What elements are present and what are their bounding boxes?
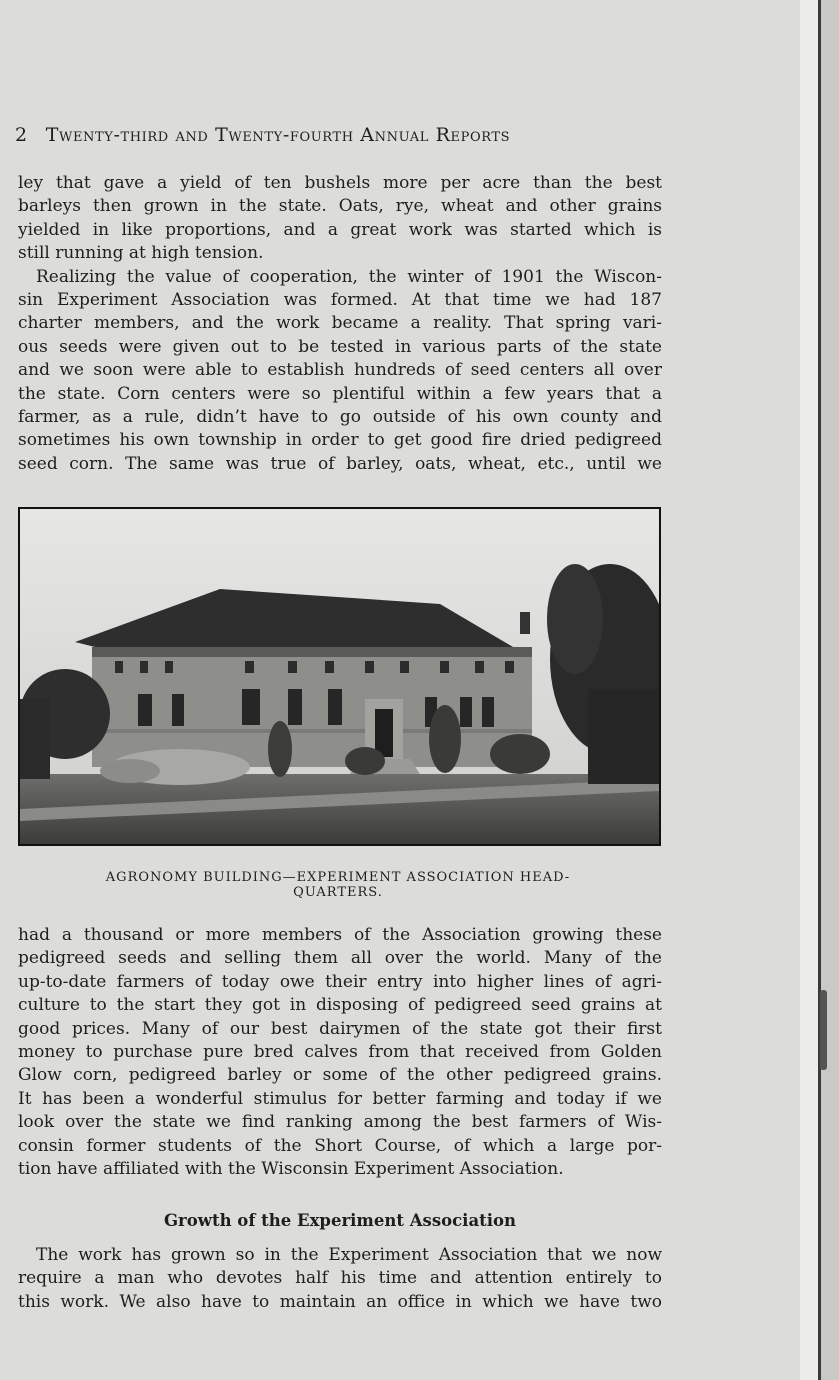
next-page-edge bbox=[821, 0, 839, 1380]
text-line: look over the state we find ranking among the best farmers of Wis- bbox=[18, 1112, 662, 1133]
text-line: require a man who devotes half his time and attention entirely to bbox=[18, 1268, 662, 1289]
text-line: consin former students of the Short Course, of which a large por- bbox=[18, 1135, 662, 1156]
page-tab-mark bbox=[820, 990, 827, 1070]
text-line: The work has grown so in the Experiment Association that we now bbox=[36, 1245, 662, 1265]
text-line: culture to the start they got in disposing of pedigreed seed grains at bbox=[18, 995, 662, 1016]
text-line: pedigreed seeds and selling them all over the world. Many of the bbox=[18, 948, 662, 969]
text-line: this work. We also have to maintain an office in which we have two bbox=[18, 1291, 662, 1312]
photo-caption bbox=[18, 870, 658, 900]
agronomy-building-photo bbox=[18, 507, 661, 846]
text-line: tion have affiliated with the Wisconsin Experiment Association. bbox=[18, 1159, 564, 1180]
text-line: and we soon were able to establish hundreds of seed centers all over bbox=[18, 360, 662, 381]
text-line: still running at high tension. bbox=[18, 243, 264, 264]
text-line: the state. Corn centers were so plentiful within a few years that a bbox=[18, 383, 662, 404]
middle-paragraph bbox=[18, 924, 662, 1181]
text-line: sometimes his own township in order to get good fire dried pedigreed bbox=[18, 430, 662, 451]
text-line: money to purchase pure bred calves from that received from Golden bbox=[18, 1042, 662, 1063]
text-line: charter members, and the work became a reality. That spring vari- bbox=[18, 313, 662, 334]
text-line: had a thousand or more members of the Association growing these bbox=[18, 925, 662, 945]
text-line: yielded in like proportions, and a great work was started which is bbox=[18, 219, 662, 240]
text-line: Glow corn, pedigreed barley or some of the other pedigreed grains. bbox=[18, 1065, 662, 1086]
report-title: Twenty-third and Twenty-fourth Annual Reports bbox=[45, 124, 511, 146]
page-edge bbox=[800, 0, 818, 1380]
caption-line: QUARTERS. bbox=[293, 885, 383, 900]
text-line: Realizing the value of cooperation, the winter of 1901 the Wiscon- bbox=[36, 266, 662, 287]
text-line: sin Experiment Association was formed. At that time we had 187 bbox=[18, 290, 662, 311]
bottom-paragraph bbox=[18, 1244, 662, 1314]
text-line: up-to-date farmers of today owe their entry into higher lines of agri- bbox=[18, 971, 662, 992]
caption-line: AGRONOMY BUILDING—EXPERIMENT ASSOCIATION HEAD- bbox=[105, 870, 571, 885]
text-line: ley that gave a yield of ten bushels more per acre than the best bbox=[18, 173, 662, 193]
top-paragraphs bbox=[18, 172, 662, 476]
text-line: farmer, as a rule, didn’t have to go outside of his own county and bbox=[18, 407, 662, 428]
text-line: ous seeds were given out to be tested in various parts of the state bbox=[18, 336, 662, 357]
text-line: seed corn. The same was true of barley, oats, wheat, etc., until we bbox=[18, 453, 662, 474]
page-number: 2 bbox=[15, 124, 28, 146]
running-header bbox=[15, 124, 675, 146]
text-line: barleys then grown in the state. Oats, rye, wheat and other grains bbox=[18, 196, 662, 217]
text-line: good prices. Many of our best dairymen of the state got their first bbox=[18, 1018, 662, 1039]
section-heading: Growth of the Experiment Association bbox=[163, 1211, 517, 1230]
text-line: It has been a wonderful stimulus for better farming and today if we bbox=[18, 1088, 662, 1109]
